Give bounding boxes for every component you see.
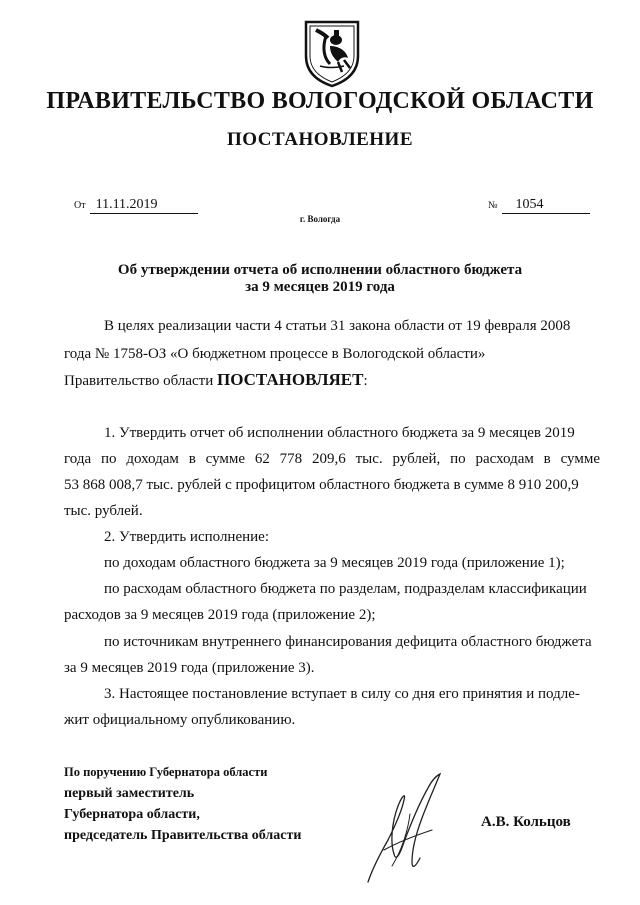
item-1-line-2: года по доходам в сумме 62 778 209,6 тыс. рублей, по расходам в сумме [64,451,600,467]
decree-word: ПОСТАНОВЛЯЕТ [216,370,364,389]
item-2-c-line-2: за 9 месяцев 2019 года (приложение 3). [64,660,315,676]
item-3-line-2: жит официальному опубликованию. [64,712,296,728]
number-value: 1054 [502,197,590,214]
signature-line-4: председатель Правительства области [64,828,302,843]
preamble-line-2: года № 1758-ОЗ «О бюджетном процессе в Вологодской области» [64,346,486,362]
item-1-line-4: тыс. рублей. [64,503,143,519]
item-2-b-line-1: по расходам областного бюджета по разделам, подразделам классификации [104,581,587,597]
date-value: 11.11.2019 [90,197,198,214]
signature-line-2: первый заместитель [64,786,195,801]
signature-line-3: Губернатора области, [64,807,200,822]
preamble-suffix: : [363,373,368,389]
subject-line-1: Об утверждении отчета об исполнении областного бюджета [117,262,523,278]
item-2-b-line-2: расходов за 9 месяцев 2019 года (приложение 2); [64,607,376,623]
date-field [74,196,198,214]
item-1-line-3: 53 868 008,7 тыс. рублей с профицитом областного бюджета в сумме 8 910 200,9 [64,477,579,493]
item-3-line-1: 3. Настоящее постановление вступает в силу со дня его принятия и подле- [104,686,580,702]
date-prefix: От [74,200,86,211]
preamble-line-1: В целях реализации части 4 статьи 31 закона области от 19 февраля 2008 [104,318,571,334]
signature-line-1: По поручению Губернатора области [64,765,268,779]
item-2-c-line-1: по источникам внутреннего финансирования дефицита областного бюджета [104,634,592,650]
item-2-a: по доходам областного бюджета за 9 месяцев 2019 года (приложение 1); [104,555,565,571]
item-1-line-1: 1. Утвердить отчет об исполнении областного бюджета за 9 месяцев 2019 [104,425,575,441]
coat-of-arms-icon [300,18,364,88]
signer-name: А.В. Кольцов [481,814,571,830]
document-subject [0,262,640,296]
city: г. Вологда [299,214,341,224]
item-2-line-1: 2. Утвердить исполнение: [104,529,269,545]
number-prefix: № [488,200,498,211]
number-field [488,196,590,214]
preamble-prefix: Правительство области [64,373,217,389]
subject-line-2: за 9 месяцев 2019 года [245,279,395,295]
handwritten-signature [362,770,452,888]
government-title: ПРАВИТЕЛЬСТВО ВОЛОГОДСКОЙ ОБЛАСТИ [46,88,594,114]
signature-block [64,762,301,846]
document-type: ПОСТАНОВЛЕНИЕ [226,129,414,150]
preamble-line-3 [64,370,368,390]
